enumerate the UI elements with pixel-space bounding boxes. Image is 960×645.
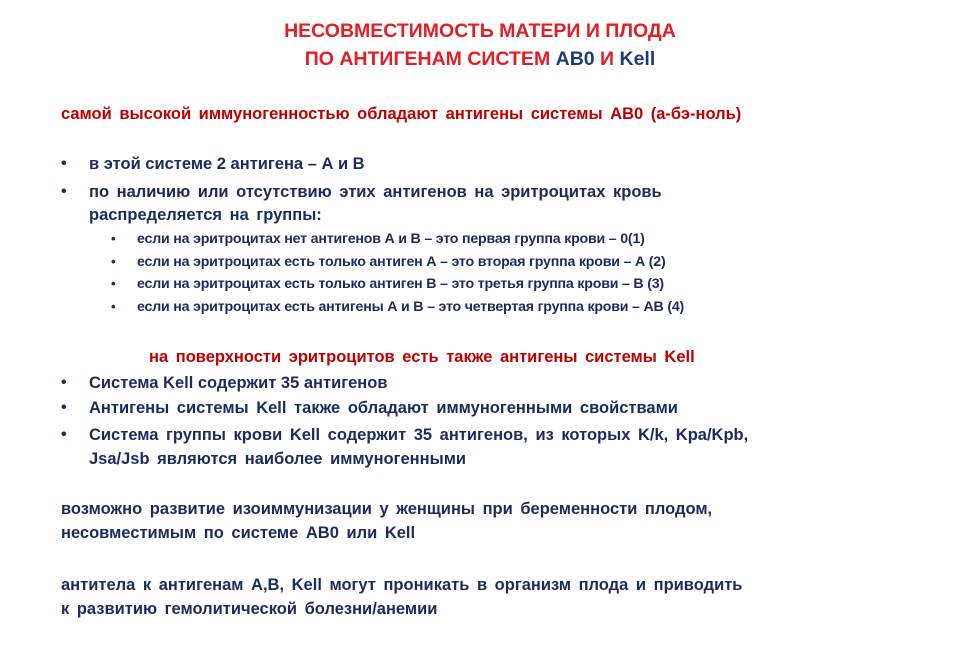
isoimmunization-line-2: несовместимым по системе АВ0 или Kell [61, 524, 416, 542]
antibodies-line-1: антитела к антигенам A,B, Kell могут проникать в организм плода и приводить [61, 576, 743, 594]
bullet-dot: • [61, 374, 67, 391]
sub-bullet-dot: • [111, 299, 116, 314]
title-text-1: НЕСОВМЕСТИМОСТЬ МАТЕРИ И ПЛОДА [284, 20, 676, 42]
kell-bullet-2: Антигены системы Kell также обладают иммуногенными свойствами [89, 399, 678, 417]
sub-bullet-dot: • [111, 276, 116, 291]
title-text-2: ПО АНТИГЕНАМ СИСТЕМ [304, 48, 556, 70]
slide-title-line-1 [0, 18, 960, 44]
title-and: И [594, 48, 620, 70]
bullet-dot: • [61, 183, 67, 200]
intro-text: самой высокой иммуногенностью обладают антигены системы АВ0 (а-бэ-ноль) [61, 105, 742, 123]
kell-heading: на поверхности эритроцитов есть также антигены системы Kell [149, 348, 695, 366]
kell-bullet-3-line-1: Система группы крови Kell содержит 35 антигенов, из которых K/k, Kpa/Kpb, [89, 426, 749, 444]
bullet-dot: • [61, 155, 67, 172]
ab0-bullet-2-line-2: распределяется на группы: [89, 206, 322, 224]
sub-bullet-dot: • [111, 254, 116, 269]
bullet-dot: • [61, 399, 67, 416]
group-item-2: если на эритроцитах есть только антиген А – это вторая группа крови – А (2) [137, 254, 666, 270]
group-item-1: если на эритроцитах нет антигенов А и В – это первая группа крови – 0(1) [137, 231, 645, 247]
kell-bullet-1: Система Kell содержит 35 антигенов [89, 374, 388, 392]
sub-bullet-dot: • [111, 231, 116, 246]
bullet-dot: • [61, 426, 67, 443]
antibodies-line-2: к развитию гемолитической болезни/анемии [61, 600, 438, 618]
ab0-bullet-1: в этой системе 2 антигена – А и В [89, 155, 365, 173]
slide-title-line-2 [0, 46, 960, 72]
isoimmunization-line-1: возможно развитие изоиммунизации у женщины при беременности плодом, [61, 500, 713, 518]
ab0-bullet-2-line-1: по наличию или отсутствию этих антигенов на эритроцитах кровь [89, 183, 662, 201]
group-item-3: если на эритроцитах есть только антиген В – это третья группа крови – В (3) [137, 276, 664, 292]
title-kell: Kell [619, 48, 656, 70]
kell-bullet-3-line-2: Jsa/Jsb являются наиболее иммуногенными [89, 450, 467, 468]
group-item-4: если на эритроцитах есть антигены А и В – это четвертая группа крови – АВ (4) [137, 299, 685, 315]
title-ab0: АВ0 [555, 48, 595, 70]
